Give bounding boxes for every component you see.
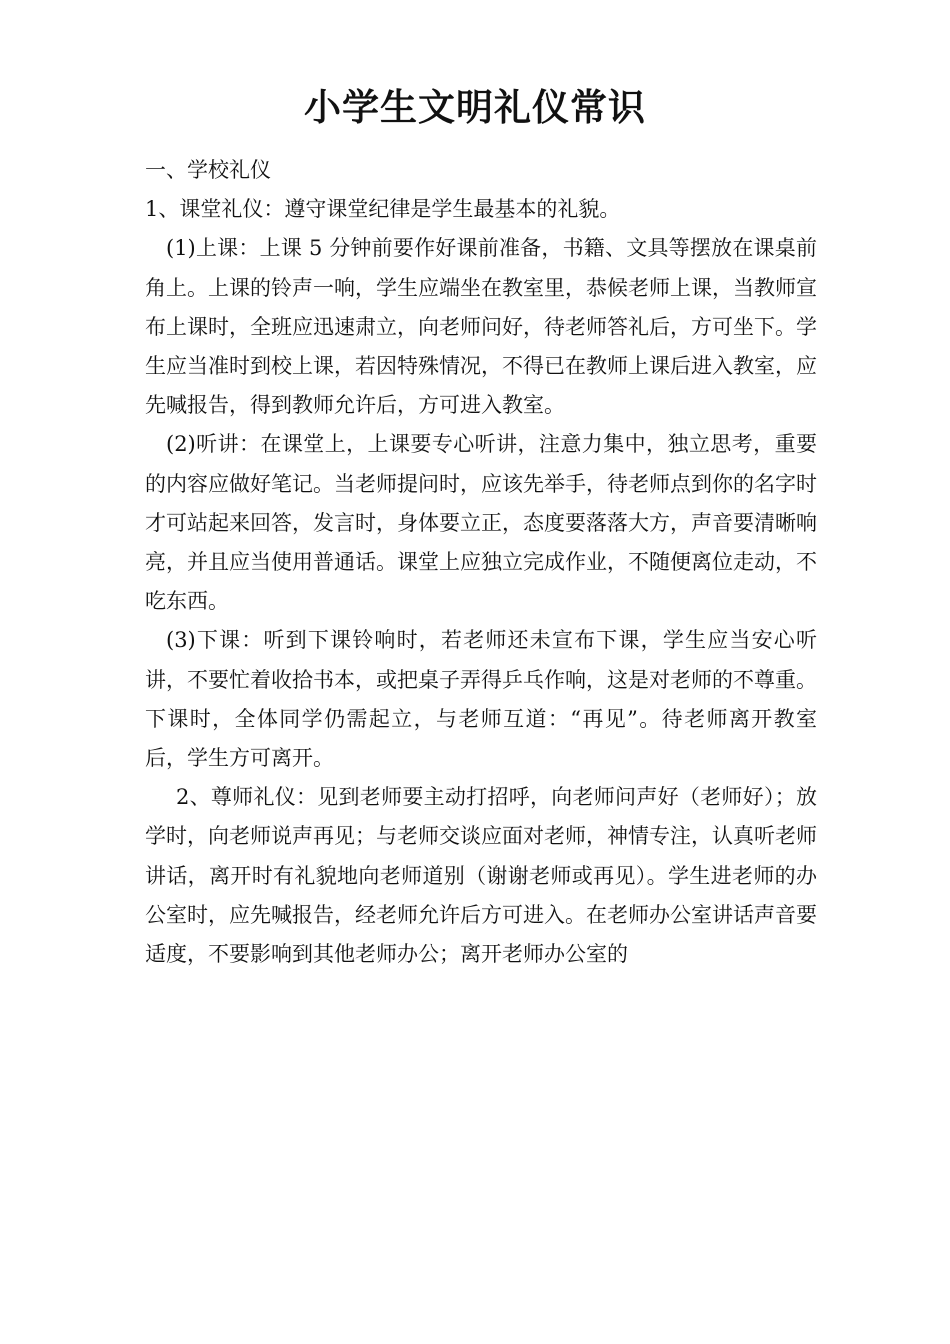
paragraph-class-end: (3)下课：听到下课铃响时，若老师还未宣布下课，学生应当安心听讲，不要忙着收拾书本，或把桌子弄得乒乓作响，这是对老师的不尊重。下课时，全体同学仍需起立，与老师互道：“再见”。待老师离开教室后，学生方可离开。: [145, 628, 817, 771]
paragraph-listening: (2)听讲：在课堂上，上课要专心听讲，注意力集中，独立思考，重要的内容应做好笔记。当老师提问时，应该先举手，待老师点到你的名字时才可站起来回答，发言时，身体要立正，态度要落落大方，声音要清晰响亮，并且应当使用普通话。课堂上应独立完成作业，不随便离位走动，不吃东西。: [145, 432, 817, 614]
section-heading: 一、学校礼仪: [145, 158, 271, 182]
subsection-heading: 1、课堂礼仪：遵守课堂纪律是学生最基本的礼貌。: [145, 197, 621, 222]
paragraph-respect-teachers: 2、尊师礼仪：见到老师要主动打招呼，向老师问声好（老师好）；放学时，向老师说声再见；与老师交谈应面对老师，神情专注，认真听老师讲话，离开时有礼貌地向老师道别（谢谢老师或再见）。学生进老师的办公室时，应先喊报告，经老师允许后方可进入。在老师办公室讲话声音要适度，不要影响到其他老师办公；离开老师办公室的: [145, 785, 817, 967]
paragraph-class-start: (1)上课：上课 5 分钟前要作好课前准备，书籍、文具等摆放在课桌前角上。上课的铃声一响，学生应端坐在教室里，恭候老师上课，当教师宣布上课时，全班应迅速肃立，向老师问好，待老师答礼后，方可坐下。学生应当准时到校上课，若因特殊情况，不得已在教师上课后进入教室，应先喊报告，得到教师允许后，方可进入教室。: [145, 236, 817, 418]
document-body: [145, 151, 817, 974]
document-title: 小学生文明礼仪常识: [304, 85, 646, 129]
